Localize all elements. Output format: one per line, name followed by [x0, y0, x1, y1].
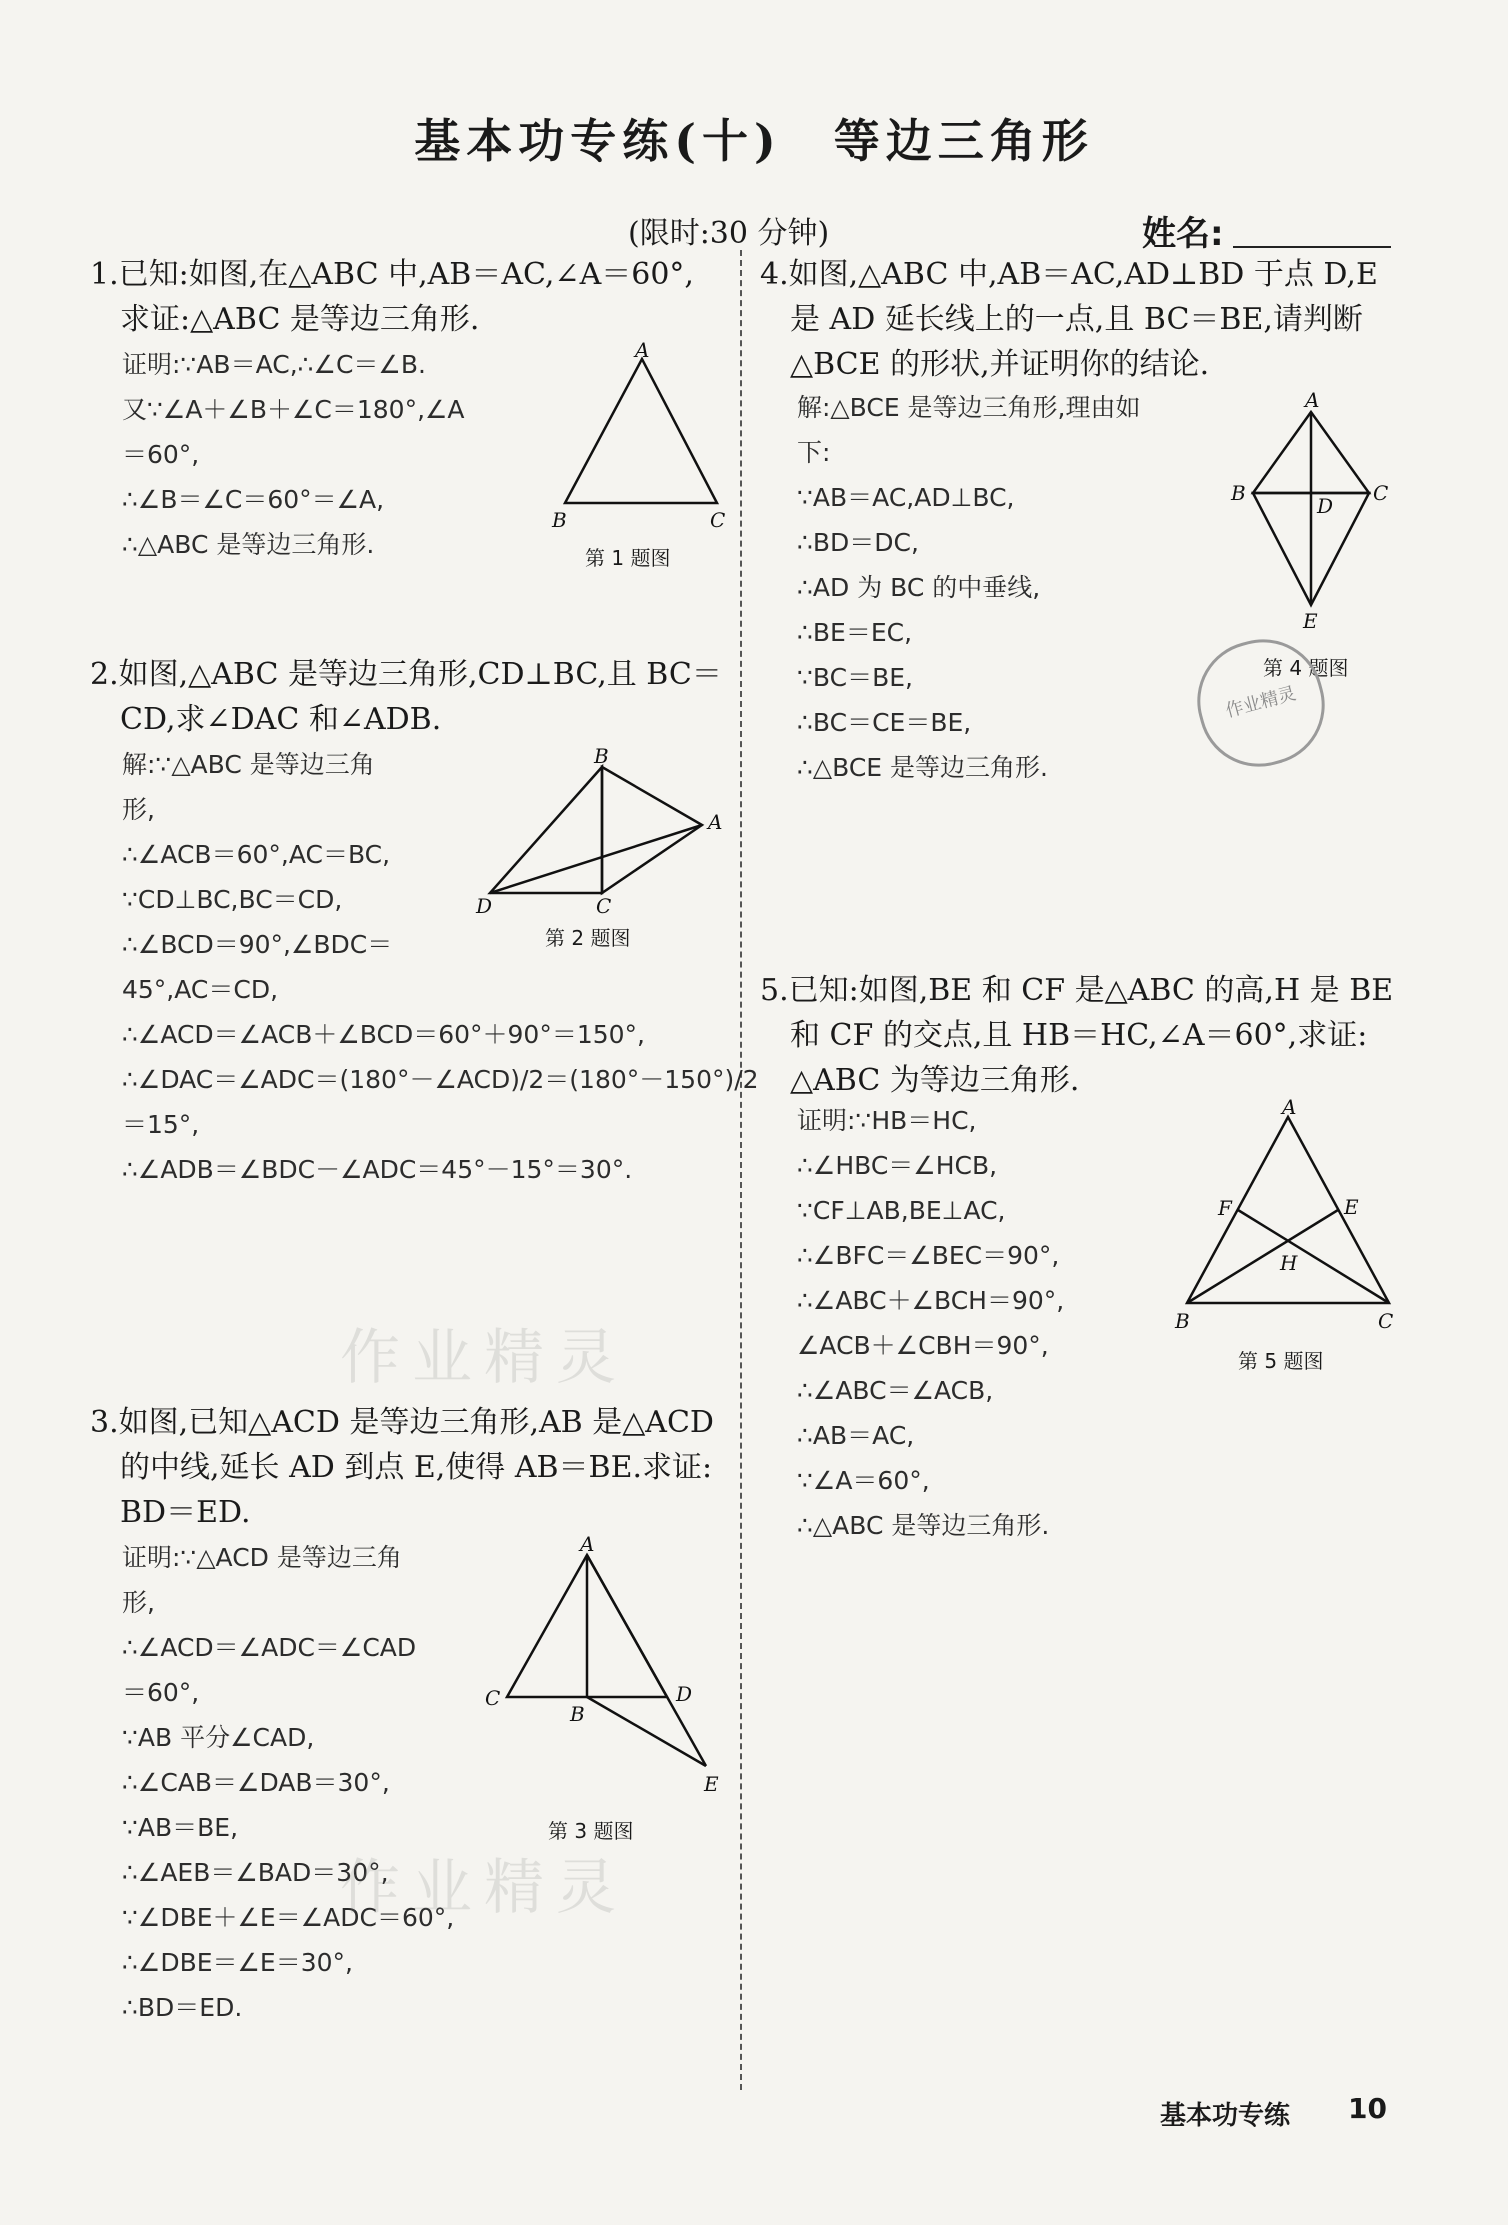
footer-label: 基本功专练 [1160, 2101, 1291, 2131]
problem-3-figure [480, 1532, 730, 1809]
problem-1-figure [550, 338, 730, 539]
label-h: H [1280, 1251, 1298, 1275]
problem-4-answer: 解:△BCE 是等边三角形,理由如 下: ∵AB＝AC,AD⊥BC, ∴BD＝DC, ∴AD 为 BC 的中垂线, ∴BE＝EC, ∵BC＝BE, ∴BC＝CE＝BE, ∴△BCE 是等边三角形. [797, 393, 1141, 782]
label-b: B [594, 744, 609, 768]
label-c: C [1373, 481, 1389, 505]
label-d: D [1317, 494, 1334, 518]
problem-4-caption: 第 4 题图 [1263, 656, 1349, 680]
time-limit: (限时:30 分钟) [628, 216, 830, 251]
label-f: F [1218, 1196, 1232, 1220]
label-e: E [1344, 1195, 1359, 1219]
homework-stamp: 作业精灵 [1184, 626, 1338, 780]
name-label: 姓名: [1142, 214, 1224, 254]
label-e: E [1303, 609, 1318, 633]
problem-2-answer: 解:∵△ABC 是等边三角 形, ∴∠ACB＝60°,AC＝BC, ∵CD⊥BC,BC＝CD, ∴∠BCD＝90°,∠BDC＝ 45°,AC＝CD, ∴∠ACD＝∠ACB＋∠BCD＝60°＋90°＝150°, ∴∠DAC＝∠ADC＝(180°－∠ACD)/2＝(180°－150°)/2 ＝15°, ∴∠ADB＝∠BDC－∠ADC＝45°－15°＝30°. [122, 750, 759, 1184]
label-b: B [552, 508, 567, 532]
label-c: C [1378, 1309, 1394, 1333]
label-c: C [485, 1686, 501, 1710]
label-e: E [704, 1772, 719, 1796]
name-blank-line[interactable] [1233, 246, 1391, 248]
problem-4-question: 4.如图,△ABC 中,AB＝AC,AD⊥BD 于点 D,E 是 AD 延长线上的一点,且 BC＝BE,请判断 △BCE 的形状,并证明你的结论. [760, 257, 1378, 382]
label-a: A [708, 810, 723, 834]
problem-2-question: 2.如图,△ABC 是等边三角形,CD⊥BC,且 BC＝ CD,求∠DAC 和∠ADB. [90, 657, 722, 737]
problem-2-figure [470, 745, 730, 924]
label-d: D [476, 894, 493, 918]
problem-5-figure [1170, 1095, 1400, 1344]
problem-3-question: 3.如图,已知△ACD 是等边三角形,AB 是△ACD 的中线,延长 AD 到点 E,使得 AB＝BE.求证: BD＝ED. [90, 1405, 714, 1530]
watermark: 作业精灵 [340, 1323, 628, 1393]
problem-5-answer: 证明:∵HB＝HC, ∴∠HBC＝∠HCB, ∵CF⊥AB,BE⊥AC, ∴∠BFC＝∠BEC＝90°, ∴∠ABC＋∠BCH＝90°, ∠ACB＋∠CBH＝90°, ∴∠ABC＝∠ACB, ∴AB＝AC, ∵∠A＝60°, ∴△ABC 是等边三角形. [797, 1106, 1065, 1540]
page-title: 基本功专练(十) 等边三角形 [414, 114, 1094, 168]
page-number: 10 [1348, 2092, 1387, 2125]
label-b: B [1175, 1309, 1190, 1333]
problem-5-caption: 第 5 题图 [1238, 1349, 1324, 1373]
problem-5-question: 5.已知:如图,BE 和 CF 是△ABC 的高,H 是 BE 和 CF 的交点,且 HB＝HC,∠A＝60°,求证: △ABC 为等边三角形. [760, 973, 1394, 1098]
problem-1-caption: 第 1 题图 [585, 546, 671, 570]
label-a: A [635, 338, 650, 362]
problem-1-question: 1.已知:如图,在△ABC 中,AB＝AC,∠A＝60°, 求证:△ABC 是等边三角形. [90, 257, 694, 337]
label-a: A [580, 1532, 595, 1556]
problem-3-answer: 证明:∵△ACD 是等边三角 形, ∴∠ACD＝∠ADC＝∠CAD ＝60°, ∵AB 平分∠CAD, ∴∠CAB＝∠DAB＝30°, ∵AB＝BE, ∴∠AEB＝∠BAD＝30°, ∵∠DBE＋∠E＝∠ADC＝60°, ∴∠DBE＝∠E＝30°, ∴BD＝ED. [122, 1543, 455, 2022]
problem-3-caption: 第 3 题图 [548, 1819, 634, 1843]
label-c: C [596, 894, 612, 918]
problem-4-figure [1225, 385, 1389, 639]
problem-1-answer: 证明:∵AB＝AC,∴∠C＝∠B. 又∵∠A＋∠B＋∠C＝180°,∠A ＝60°, ∴∠B＝∠C＝60°＝∠A, ∴△ABC 是等边三角形. [122, 350, 465, 559]
label-c: C [710, 508, 726, 532]
watermark: 作业精灵 [340, 1853, 628, 1923]
label-a: A [1305, 388, 1320, 412]
label-d: D [676, 1682, 693, 1706]
label-b: B [1231, 481, 1246, 505]
problem-2-caption: 第 2 题图 [545, 926, 631, 950]
label-b: B [570, 1702, 585, 1726]
label-a: A [1282, 1095, 1297, 1119]
